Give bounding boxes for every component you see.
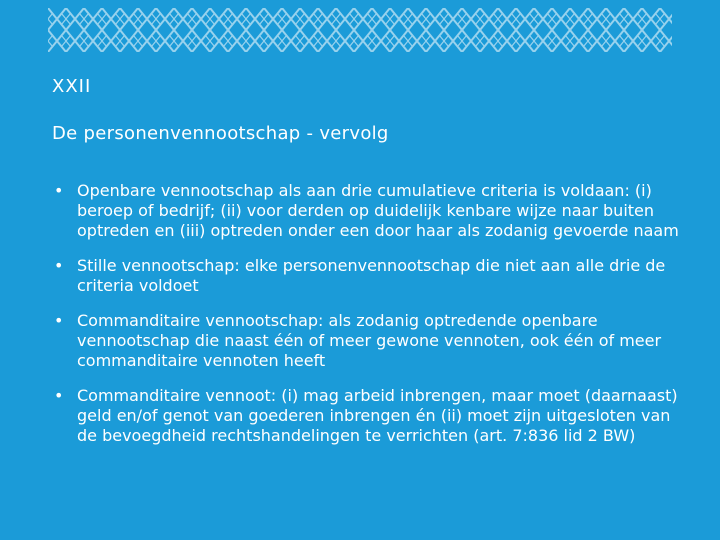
bullet-item <box>52 311 682 371</box>
bullet-list <box>52 181 682 461</box>
bullet-item <box>52 386 682 446</box>
bullet-icon: • <box>54 256 64 275</box>
slide-title: De personenvennootschap - vervolg <box>52 123 389 144</box>
bullet-text: Commanditaire vennootschap: als zodanig optredende openbare vennootschap die naast één of meer gewone vennoten, ook één of meer commanditaire vennoten heeft <box>77 311 662 370</box>
bullet-icon: • <box>54 181 64 200</box>
lattice-pattern-decoration <box>48 8 672 52</box>
bullet-text: Stille vennootschap: elke personenvennootschap die niet aan alle drie de criteria voldoet <box>77 256 666 295</box>
bullet-icon: • <box>54 311 64 330</box>
section-number: XXII <box>52 76 92 97</box>
bullet-item <box>52 181 682 241</box>
bullet-icon: • <box>54 386 64 405</box>
bullet-text: Commanditaire vennoot: (i) mag arbeid inbrengen, maar moet (daarnaast) geld en/of genot van goederen inbrengen én (ii) moet zijn uitgesloten van de bevoegdheid rechtshandelingen te verrichten (art. 7:836 lid 2 BW) <box>77 386 678 445</box>
bullet-text: Openbare vennootschap als aan drie cumulatieve criteria is voldaan: (i) beroep of bedrijf; (ii) voor derden op duidelijk kenbare wijze naar buiten optreden en (iii) optreden onder een door haar als zodanig gevoerde naam <box>77 181 679 240</box>
bullet-item <box>52 256 682 296</box>
